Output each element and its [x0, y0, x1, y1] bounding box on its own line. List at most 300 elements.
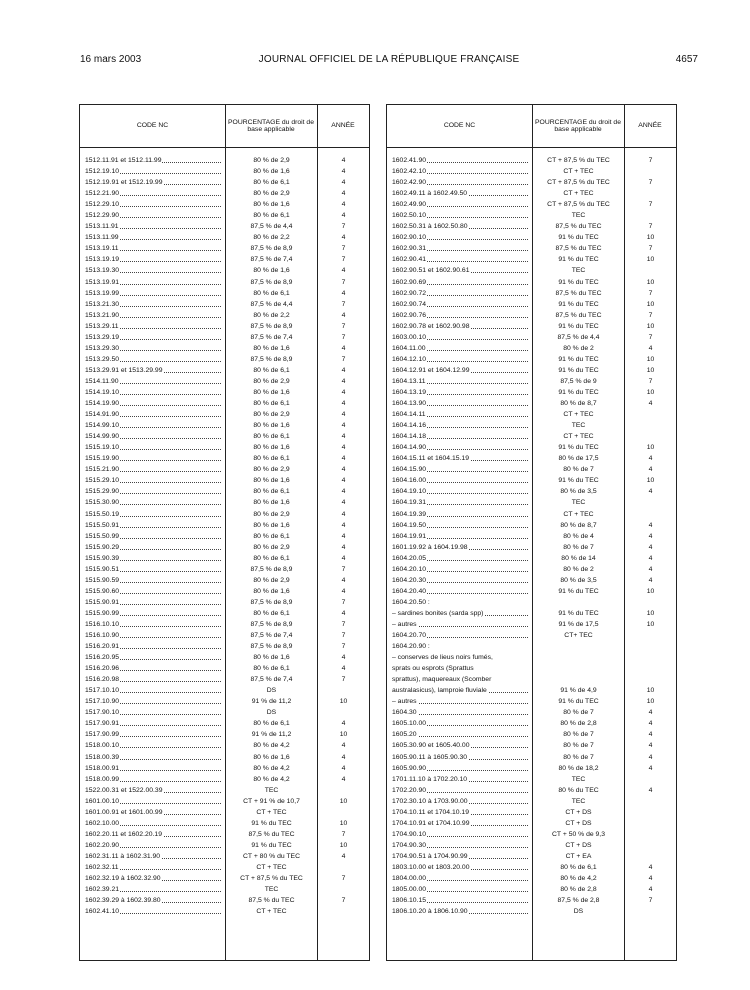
code-label: 1515.90.60 [85, 587, 120, 595]
year-cell: 7 [341, 565, 346, 573]
code-cell [85, 431, 221, 442]
percentage-cell: CT + TEC [563, 510, 594, 518]
table-row [80, 851, 369, 862]
percentage-cell: 91 % du TEC [558, 587, 599, 595]
table-row [80, 652, 369, 663]
table-row [80, 210, 369, 221]
year-cell: 4 [648, 554, 653, 562]
year-cell: 4 [341, 488, 346, 496]
percentage-cell: CT + TEC [563, 168, 594, 176]
year-cell: 4 [341, 775, 346, 783]
code-cell [392, 597, 528, 608]
year-cell: 7 [341, 875, 346, 883]
percentage-cell: 80 % de 8,7 [560, 400, 597, 408]
percentage-cell: 80 % de 1,6 [253, 444, 290, 452]
code-label: 1513.21.30 [85, 300, 120, 308]
year-cell: 10 [646, 300, 655, 308]
percentage-cell: 80 % de 6,1 [253, 455, 290, 463]
code-label: 1604.14.90 [392, 444, 427, 452]
year-cell: 4 [341, 654, 346, 662]
table-row [387, 807, 676, 818]
code-label: 1516.20.98 [85, 676, 120, 684]
code-label: 1516.10.10 [85, 620, 120, 628]
code-cell [392, 729, 528, 740]
code-label: 1604.20.10 [392, 565, 427, 573]
year-cell: 10 [339, 698, 348, 706]
percentage-cell: 80 % de 4,2 [253, 775, 290, 783]
table-row [80, 696, 369, 707]
table-row [80, 232, 369, 243]
percentage-cell: 91 % du TEC [558, 300, 599, 308]
table-row [80, 398, 369, 409]
year-cell: 4 [648, 521, 653, 529]
table-row [80, 453, 369, 464]
year-cell: 10 [646, 698, 655, 706]
code-cell [85, 254, 221, 265]
percentage-cell: 80 % de 18,2 [558, 764, 599, 772]
code-label: 1701.11.10 à 1702.20.10 [392, 775, 468, 783]
percentage-cell: 87,5 % du TEC [555, 289, 602, 297]
percentage-cell: 80 % de 1,6 [253, 388, 290, 396]
table-row [80, 884, 369, 895]
percentage-cell: 87,5 % de 8,9 [250, 620, 293, 628]
code-cell [85, 564, 221, 575]
code-cell [392, 243, 528, 254]
table-row [387, 277, 676, 288]
table-row [387, 851, 676, 862]
percentage-cell: 87,5 % de 4,4 [250, 300, 293, 308]
year-cell: 7 [341, 355, 346, 363]
table-row [387, 486, 676, 497]
year-cell: 7 [341, 245, 346, 253]
table-row [387, 829, 676, 840]
code-cell [392, 188, 528, 199]
code-cell [392, 740, 528, 751]
table-row [80, 464, 369, 475]
year-cell: 7 [648, 201, 653, 209]
table-row [387, 542, 676, 553]
code-cell [85, 729, 221, 740]
year-cell: 4 [648, 731, 653, 739]
code-label: 1513.19.19 [85, 256, 120, 264]
code-label: 1702.20.90 [392, 786, 427, 794]
table-row [387, 586, 676, 597]
code-cell [392, 497, 528, 508]
code-label: 1602.90.10 [392, 234, 427, 242]
table-row [387, 420, 676, 431]
code-label: 1515.21.90 [85, 466, 120, 474]
year-cell: 7 [341, 897, 346, 905]
code-label: 1602.50.10 [392, 212, 427, 220]
table-row [387, 685, 676, 696]
code-cell [85, 630, 221, 641]
code-cell [85, 597, 221, 608]
code-cell [85, 851, 221, 862]
page-header [80, 54, 698, 68]
percentage-cell: 91 % du TEC [558, 388, 599, 396]
code-cell [85, 553, 221, 564]
code-label: 1602.90.31 [392, 245, 427, 253]
percentage-cell: 80 % de 2,9 [253, 576, 290, 584]
year-cell: 4 [648, 543, 653, 551]
code-cell [85, 221, 221, 232]
percentage-cell: 87,5 % de 8,9 [250, 565, 293, 573]
code-label: 1604.16.00 [392, 477, 427, 485]
code-label: 1803.10.00 et 1803.20.00 [392, 864, 470, 871]
percentage-cell: 87,5 % de 7,4 [250, 632, 293, 640]
code-label: 1602.20.11 et 1602.20.19 [85, 830, 162, 838]
year-cell: 10 [646, 234, 655, 242]
table-row [387, 520, 676, 531]
code-label: 1512.19.91 et 1512.19.99 [85, 179, 163, 187]
percentage-cell: 80 % de 2 [563, 344, 594, 352]
table-row [387, 221, 676, 232]
code-label: 1604.20.90 : [392, 643, 430, 651]
table-row [387, 453, 676, 464]
table-row [80, 796, 369, 807]
table-row [387, 774, 676, 785]
year-cell: 4 [341, 587, 346, 595]
percentage-cell: 80 % de 2,9 [253, 543, 290, 551]
percentage-cell: 87,5 % de 7,4 [250, 676, 293, 684]
code-label: 1515.19.10 [85, 444, 120, 452]
code-cell [392, 420, 528, 431]
year-cell: 10 [339, 819, 348, 827]
percentage-cell: 91 % du TEC [251, 841, 292, 849]
code-label: 1513.29.50 [85, 355, 120, 363]
year-cell: 7 [648, 289, 653, 297]
percentage-cell: 80 % de 6,1 [253, 433, 290, 441]
percentage-cell: 80 % de 6,1 [253, 665, 290, 673]
year-cell: 10 [646, 322, 655, 330]
code-cell [85, 265, 221, 276]
percentage-cell: CT + 87,5 % du TEC [547, 179, 610, 187]
code-cell [85, 785, 221, 796]
code-cell [85, 321, 221, 332]
table-row [80, 343, 369, 354]
code-label: – autres [392, 698, 417, 706]
code-label: 1518.00.39 [85, 753, 120, 761]
percentage-cell: 80 % de 3,5 [560, 488, 597, 496]
year-cell: 10 [646, 366, 655, 374]
code-cell [392, 752, 528, 763]
percentage-cell: CT + 87,5 % du TEC [547, 157, 610, 164]
code-cell [392, 818, 528, 829]
code-cell [392, 696, 528, 707]
code-label: 1518.00.10 [85, 742, 120, 750]
table-row [387, 387, 676, 398]
code-cell [392, 343, 528, 354]
year-cell: 4 [648, 344, 653, 352]
table-row [387, 199, 676, 210]
code-label: – sardines bonites (sarda spp) [392, 609, 484, 617]
code-cell [392, 553, 528, 564]
code-cell [85, 288, 221, 299]
year-cell: 4 [341, 311, 346, 319]
table-row [80, 895, 369, 906]
table-row [387, 166, 676, 177]
year-cell: 10 [339, 841, 348, 849]
percentage-cell: 80 % de 7 [563, 753, 594, 761]
percentage-cell: 91 % du TEC [251, 819, 292, 827]
percentage-cell: 80 % de 1,6 [253, 499, 290, 507]
code-label: 1602.90.69 [392, 278, 427, 286]
percentage-cell: 80 % de 2,2 [253, 234, 290, 242]
table-row [80, 729, 369, 740]
year-cell: 4 [341, 742, 346, 750]
code-label: 1806.10.20 à 1806.10.90 [392, 908, 468, 916]
code-cell [392, 453, 528, 464]
year-cell: 4 [648, 488, 653, 496]
code-label: 1704.90.51 à 1704.90.99 [392, 852, 468, 860]
year-cell: 4 [341, 532, 346, 540]
code-cell [85, 575, 221, 586]
table-row [80, 409, 369, 420]
percentage-cell: TEC [571, 212, 586, 220]
percentage-cell: 80 % de 1,6 [253, 422, 290, 430]
percentage-cell: TEC [571, 797, 586, 805]
code-label: 1517.90.91 [85, 720, 120, 728]
code-cell [392, 608, 528, 619]
year-cell: 10 [646, 477, 655, 485]
code-label: 1513.19.99 [85, 289, 120, 297]
table-row [80, 387, 369, 398]
year-cell: 7 [341, 322, 346, 330]
code-cell [392, 873, 528, 884]
table-row [387, 354, 676, 365]
table-row [387, 243, 676, 254]
percentage-cell: CT + TEC [563, 190, 594, 198]
percentage-cell: 80 % de 7 [563, 731, 594, 739]
year-cell: 4 [341, 400, 346, 408]
header-percentage: POURCENTAGE du droit de base applicable [535, 118, 621, 133]
percentage-cell: 80 % de 6,1 [253, 532, 290, 540]
percentage-cell: 80 % de 6,1 [253, 366, 290, 374]
percentage-cell: CT + 87,5 % du TEC [547, 201, 610, 209]
table-row [80, 663, 369, 674]
code-cell [85, 542, 221, 553]
table-row [80, 785, 369, 796]
year-cell: 7 [341, 598, 346, 606]
year-cell: 10 [646, 388, 655, 396]
code-cell [85, 663, 221, 674]
percentage-cell: 91 % du TEC [558, 698, 599, 706]
percentage-cell: 80 % de 4,2 [253, 764, 290, 772]
percentage-cell: 87,5 % du TEC [248, 897, 295, 905]
code-label: 1602.49.11 à 1602.49.50 [392, 190, 468, 198]
code-cell [392, 520, 528, 531]
code-label: sprattus), maquereaux (Scomber [392, 676, 492, 684]
table-row [80, 641, 369, 652]
code-cell [85, 763, 221, 774]
code-label: 1602.10.00 [85, 819, 120, 827]
table-row [387, 895, 676, 906]
code-cell [85, 199, 221, 210]
percentage-cell: 80 % de 2,9 [253, 377, 290, 385]
year-cell: 7 [648, 179, 653, 187]
header-code: CODE NC [136, 122, 169, 130]
code-cell [392, 718, 528, 729]
code-cell [85, 520, 221, 531]
table-row [387, 398, 676, 409]
year-cell: 4 [341, 168, 346, 176]
year-cell: 4 [648, 764, 653, 772]
code-label: 1518.00.91 [85, 764, 120, 772]
code-cell [85, 608, 221, 619]
table-body [80, 155, 369, 917]
percentage-cell: 80 % de 6,1 [253, 720, 290, 728]
percentage-cell: CT + EA [565, 852, 592, 860]
code-label: 1516.20.91 [85, 643, 120, 651]
code-label: 1704.10.91 et 1704.10.99 [392, 819, 470, 827]
code-cell [392, 884, 528, 895]
percentage-cell: 87,5 % de 8,9 [250, 322, 293, 330]
code-label: 1806.10.15 [392, 897, 427, 905]
code-label: 1602.32.19 à 1602.32.90 [85, 875, 161, 883]
code-cell [392, 862, 528, 873]
code-label: 1512.19.10 [85, 168, 120, 176]
year-cell: 4 [341, 157, 346, 164]
code-label: 1704.90.30 [392, 841, 427, 849]
percentage-cell: 91 % du TEC [558, 234, 599, 242]
percentage-cell: 91 % du TEC [558, 609, 599, 617]
code-cell [85, 796, 221, 807]
code-label: 1604.30 [392, 709, 417, 717]
table-row [80, 763, 369, 774]
year-cell: 4 [341, 377, 346, 385]
table-row [80, 873, 369, 884]
code-cell [85, 685, 221, 696]
table-row [80, 497, 369, 508]
year-cell: 7 [341, 830, 346, 838]
year-cell: 7 [648, 245, 653, 253]
header-code: CODE NC [443, 122, 476, 130]
year-cell: 10 [646, 609, 655, 617]
code-cell [392, 177, 528, 188]
percentage-cell: 80 % de 2,9 [253, 190, 290, 198]
percentage-cell: CT + TEC [563, 411, 594, 419]
code-label: 1604.19.50 [392, 521, 427, 529]
year-cell: 4 [341, 234, 346, 242]
code-cell [85, 486, 221, 497]
percentage-cell: CT + TEC [256, 908, 287, 916]
code-cell [392, 851, 528, 862]
percentage-cell: TEC [264, 786, 279, 794]
percentage-cell: 80 % de 6,1 [253, 212, 290, 220]
code-label: 1512.21.90 [85, 190, 120, 198]
code-cell [85, 586, 221, 597]
table-row [80, 586, 369, 597]
year-cell: 4 [648, 532, 653, 540]
year-cell: 10 [646, 587, 655, 595]
code-cell [392, 277, 528, 288]
code-label: 1603.00.10 [392, 333, 427, 341]
table-row [387, 188, 676, 199]
percentage-cell: TEC [264, 886, 279, 894]
table-row [80, 774, 369, 785]
code-cell [392, 288, 528, 299]
code-cell [392, 531, 528, 542]
code-label: 1604.15.90 [392, 466, 427, 474]
percentage-cell: 80 % de 4 [563, 532, 594, 540]
code-cell [392, 486, 528, 497]
percentage-cell: CT + TEC [256, 864, 287, 871]
table-row [387, 652, 676, 663]
year-cell: 4 [648, 400, 653, 408]
percentage-cell: 80 % de 2,9 [253, 466, 290, 474]
header-date: 16 mars 2003 [80, 54, 142, 65]
table-row [387, 332, 676, 343]
code-cell [85, 475, 221, 486]
code-label: 1602.49.90 [392, 201, 427, 209]
percentage-cell: 80 % de 1,6 [253, 344, 290, 352]
code-label: 1515.90.99 [85, 609, 120, 617]
code-cell [85, 718, 221, 729]
percentage-cell: 80 % de 1,6 [253, 477, 290, 485]
code-cell [85, 884, 221, 895]
percentage-cell: 87,5 % du TEC [248, 830, 295, 838]
code-label: 1604.20.70 [392, 632, 427, 640]
code-label: 1602.31.11 à 1602.31.90 [85, 852, 161, 860]
code-label: 1513.11.99 [85, 234, 119, 242]
year-cell: 7 [341, 256, 346, 264]
code-label: 1515.29.10 [85, 477, 120, 485]
code-label: 1604.14.18 [392, 433, 427, 441]
percentage-cell: 80 % de 7 [563, 709, 594, 717]
year-cell: 4 [648, 886, 653, 894]
year-cell: 7 [341, 278, 346, 286]
code-cell [392, 564, 528, 575]
code-cell [392, 265, 528, 276]
table-row [387, 210, 676, 221]
code-label: 1514.91.90 [85, 411, 120, 419]
percentage-cell: 87,5 % de 2,8 [557, 897, 600, 905]
table-row [387, 509, 676, 520]
percentage-cell: 80 % de 3,5 [560, 576, 597, 584]
code-label: 1602.90.76 [392, 311, 427, 319]
year-cell: 4 [648, 576, 653, 584]
code-cell [392, 641, 528, 652]
code-label: – autres [392, 620, 417, 628]
code-cell [85, 818, 221, 829]
table-row [387, 475, 676, 486]
year-cell: 7 [341, 676, 346, 684]
percentage-cell: 91 % du TEC [558, 477, 599, 485]
table-row [80, 674, 369, 685]
code-cell [392, 310, 528, 321]
code-label: 1514.11.90 [85, 377, 119, 385]
code-cell [85, 906, 221, 917]
code-label: 1704.90.10 [392, 830, 427, 838]
table-row [80, 420, 369, 431]
code-cell [85, 277, 221, 288]
percentage-cell: 87,5 % du TEC [555, 245, 602, 253]
code-cell [392, 221, 528, 232]
code-cell [85, 210, 221, 221]
code-label: 1602.90.72 [392, 289, 427, 297]
year-cell: 4 [341, 852, 346, 860]
code-label: 1515.50.99 [85, 532, 120, 540]
percentage-cell: 87,5 % du TEC [555, 223, 602, 231]
table-row [80, 862, 369, 873]
code-label: 1604.19.39 [392, 510, 427, 518]
percentage-cell: 80 % de 2,9 [253, 157, 290, 164]
percentage-cell: 87,5 % de 8,9 [250, 278, 293, 286]
year-cell: 4 [648, 720, 653, 728]
percentage-cell: TEC [571, 499, 586, 507]
code-label: 1604.11.00 [392, 344, 426, 352]
table-row [387, 564, 676, 575]
